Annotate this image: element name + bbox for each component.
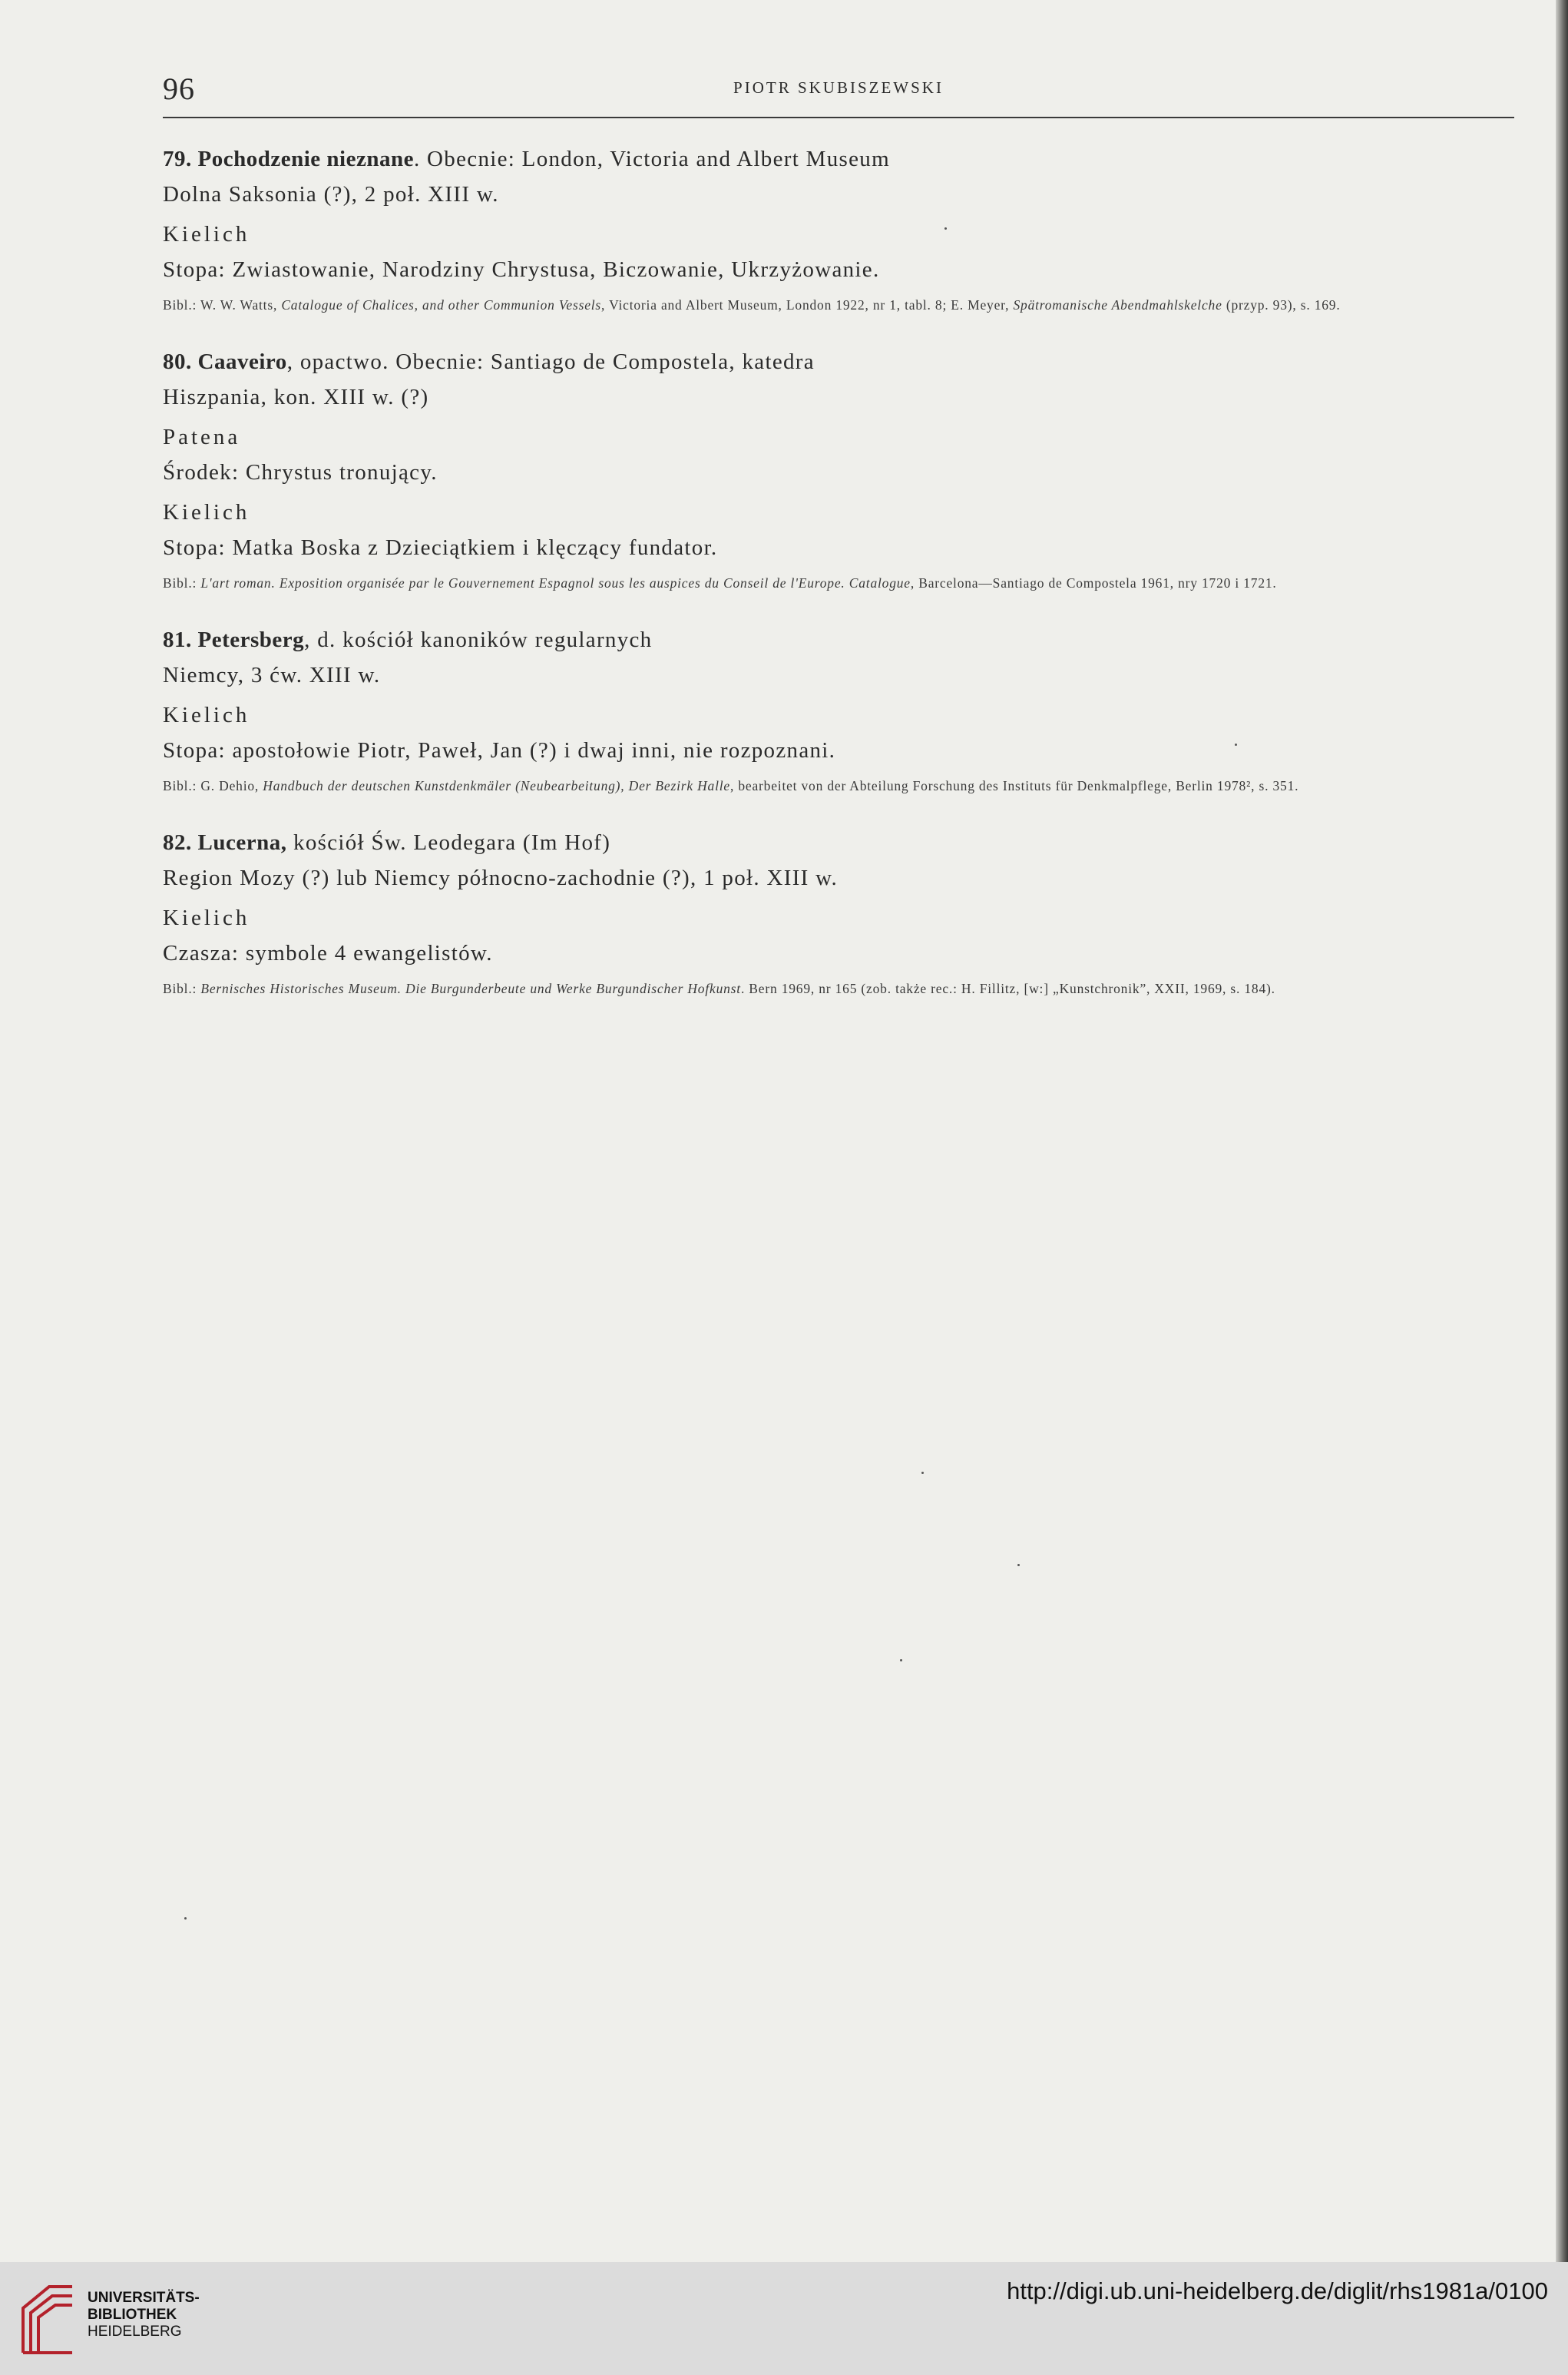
scan-speck xyxy=(921,1472,924,1474)
object-description: Stopa: apostołowie Piotr, Paweł, Jan (?) i dwaj inni, nie rozpoznani. xyxy=(163,738,836,763)
catalogue-entry xyxy=(163,622,1522,797)
object-description: Stopa: Zwiastowanie, Narodziny Chrystusa, Biczowanie, Ukrzyżowanie. xyxy=(163,257,880,282)
ub-heidelberg-logo-icon xyxy=(17,2279,78,2356)
bibliography xyxy=(163,571,1522,595)
entry-origin: Dolna Saksonia (?), 2 poł. XIII w. xyxy=(163,182,499,207)
entry-location: . Obecnie: London, Victoria and Albert Museum xyxy=(413,147,890,171)
page-number: 96 xyxy=(163,71,195,106)
entry-place: Lucerna, xyxy=(197,830,287,855)
catalogue-entry xyxy=(163,141,1522,316)
scan-speck xyxy=(1017,1564,1020,1566)
entry-place: Pochodzenie nieznane xyxy=(197,147,414,171)
logo-line: HEIDELBERG xyxy=(88,2324,182,2340)
bibliography-title: Handbuch der deutschen Kunstdenkmäler (Neubearbeitung), Der Bezirk Halle xyxy=(263,778,730,793)
entry-heading xyxy=(163,622,1522,658)
entry-location: , opactwo. Obecnie: Santiago de Compostela, katedra xyxy=(286,349,815,374)
object-type: Kielich xyxy=(163,703,250,727)
bibliography-text: Bibl.: xyxy=(163,575,201,591)
bibliography-text: Bibl.: W. W. Watts, xyxy=(163,297,282,313)
logo-line: BIBLIOTHEK xyxy=(88,2307,177,2323)
object-description: Stopa: Matka Boska z Dzieciątkiem i klęczący fundator. xyxy=(163,535,718,560)
scan-speck xyxy=(900,1659,902,1661)
object-type: Kielich xyxy=(163,222,250,247)
bibliography-title: Bernisches Historisches Museum. Die Burgunderbeute und Werke Burgundischer Hofkunst xyxy=(200,981,741,996)
bibliography-text: , Victoria and Albert Museum, London 1922, nr 1, tabl. 8; E. Meyer, xyxy=(601,297,1014,313)
bibliography-text: Bibl.: xyxy=(163,981,201,996)
entry-heading xyxy=(163,825,1522,860)
footer-bar xyxy=(0,2262,1568,2375)
catalogue-entries xyxy=(163,141,1522,1028)
bibliography-text: , Barcelona—Santiago de Compostela 1961, nry 1720 i 1721. xyxy=(910,575,1277,591)
entry-origin: Hiszpania, kon. XIII w. (?) xyxy=(163,385,429,409)
entry-origin: Niemcy, 3 ćw. XIII w. xyxy=(163,663,381,687)
entry-location: kościół Św. Leodegara (Im Hof) xyxy=(286,830,611,855)
bibliography-text: . Bern 1969, nr 165 (zob. także rec.: H. Fillitz, [w:] „Kunstchronik”, XXII, 1969, s. 184). xyxy=(740,981,1275,996)
library-logo-text xyxy=(88,2290,200,2340)
scan-speck xyxy=(184,1917,187,1920)
bibliography xyxy=(163,774,1522,797)
object-type: Kielich xyxy=(163,500,250,525)
scan-speck xyxy=(944,227,947,230)
source-url[interactable]: http://digi.ub.uni-heidelberg.de/diglit/rhs1981a/0100 xyxy=(1007,2277,1548,2304)
bibliography-title: Catalogue of Chalices, and other Communion Vessels xyxy=(281,297,602,313)
entry-place: Petersberg xyxy=(197,628,305,652)
entry-number: 82. xyxy=(163,830,192,855)
bibliography-text: , bearbeitet von der Abteilung Forschung des Instituts für Denkmalpflege, Berlin 1978², s. 351. xyxy=(730,778,1299,793)
entry-number: 80. xyxy=(163,349,192,374)
catalogue-entry xyxy=(163,344,1522,595)
entry-number: 81. xyxy=(163,628,192,652)
running-title: PIOTR SKUBISZEWSKI xyxy=(733,78,944,97)
bibliography xyxy=(163,293,1522,316)
logo-line: UNIVERSITÄTS- xyxy=(88,2290,200,2306)
entry-place: Caaveiro xyxy=(197,349,287,374)
bibliography-title: L'art roman. Exposition organisée par le Gouvernement Espagnol sous les auspices du Conseil de l'Europe. Catalogue xyxy=(200,575,911,591)
bibliography-text: Bibl.: G. Dehio, xyxy=(163,778,263,793)
page-header xyxy=(163,71,1514,118)
entry-location: , d. kościół kanoników regularnych xyxy=(304,628,653,652)
entry-heading xyxy=(163,344,1522,379)
catalogue-entry xyxy=(163,825,1522,1000)
object-description: Środek: Chrystus tronujący. xyxy=(163,460,438,485)
object-type: Patena xyxy=(163,425,241,449)
bibliography xyxy=(163,977,1522,1000)
entry-heading xyxy=(163,141,1522,177)
bibliography-text: (przyp. 93), s. 169. xyxy=(1222,297,1341,313)
object-description: Czasza: symbole 4 ewangelistów. xyxy=(163,941,493,966)
object-type: Kielich xyxy=(163,906,250,930)
entry-origin: Region Mozy (?) lub Niemcy północno-zachodnie (?), 1 poł. XIII w. xyxy=(163,866,839,890)
page-edge-shadow xyxy=(1556,0,1568,2262)
entry-number: 79. xyxy=(163,147,192,171)
bibliography-title: Spätromanische Abendmahlskelche xyxy=(1013,297,1222,313)
scan-speck xyxy=(1235,744,1237,746)
